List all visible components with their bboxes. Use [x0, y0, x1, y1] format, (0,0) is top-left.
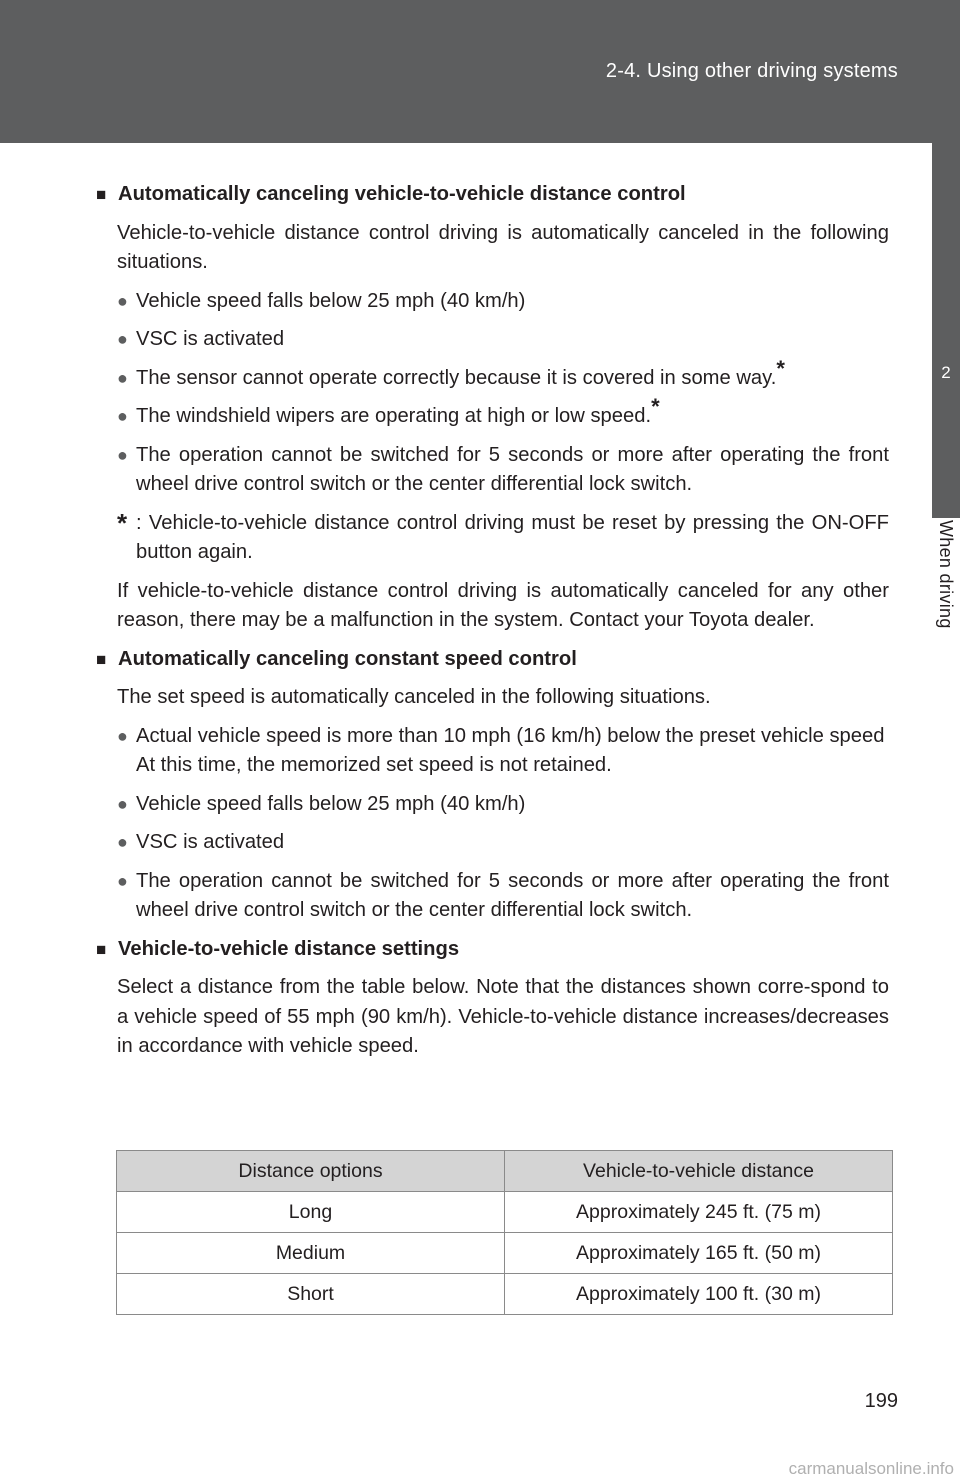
list-item-subtext: At this time, the memorized set speed is not retained. — [136, 754, 612, 776]
section-title: 2-4. Using other driving systems — [605, 60, 898, 82]
paragraph: Select a distance from the table below. Note that the distances shown corre-spond to a vehicle speed of 55 mph (90 km/h). Vehicle-to-vehicle distance increases/decreases in accordance with vehicle speed. — [117, 976, 889, 1057]
paragraph: The set speed is automatically canceled in the following situations. — [117, 686, 711, 708]
table-cell: Approximately 245 ft. (75 m) — [505, 1192, 893, 1233]
list-item — [117, 355, 889, 394]
bullet-icon: ● — [117, 290, 128, 311]
footnote-marker: * — [776, 355, 785, 381]
footnote — [117, 509, 889, 568]
bullet-icon: ● — [117, 725, 128, 746]
table-row — [117, 1274, 893, 1315]
list-item-text: VSC is activated — [136, 831, 285, 853]
list-item-text: VSC is activated — [136, 328, 285, 350]
footnote-marker: * — [651, 394, 660, 419]
table-cell: Approximately 100 ft. (30 m) — [505, 1274, 893, 1315]
list-item — [117, 325, 889, 355]
page-number: 199 — [864, 1390, 898, 1412]
column-header: Vehicle-to-vehicle distance — [505, 1151, 893, 1192]
bullet-icon: ● — [117, 793, 128, 814]
list-item-text: Actual vehicle speed is more than 10 mph (16 km/h) below the preset vehicle speed — [136, 724, 885, 747]
heading-text: Automatically canceling vehicle-to-vehicle distance control — [118, 183, 686, 205]
list-item — [117, 867, 889, 926]
section-heading — [96, 935, 889, 965]
section-heading — [96, 645, 889, 675]
table-header-row — [117, 1151, 893, 1192]
table-row — [117, 1233, 893, 1274]
list-item-text: The windshield wipers are operating at high or low speed. — [136, 405, 652, 427]
list-item — [136, 722, 889, 781]
paragraph: Vehicle-to-vehicle distance control driving is automatically canceled in the following situations. — [117, 221, 889, 273]
table-cell: Long — [117, 1192, 505, 1233]
list-item — [136, 355, 889, 394]
chapter-tab — [932, 143, 960, 518]
list-item — [136, 394, 889, 432]
bullet-icon: ● — [117, 832, 128, 852]
paragraph: If vehicle-to-vehicle distance control driving is automatically canceled for any other reason, there may be a malfunction in the system. Contact your Toyota dealer. — [117, 579, 889, 631]
bullet-icon: ● — [117, 329, 128, 349]
list-item-text: Vehicle speed falls below 25 mph (40 km/h) — [136, 792, 526, 815]
square-bullet-icon: ■ — [96, 939, 107, 959]
chapter-number: 2 — [941, 363, 951, 382]
heading-text: Automatically canceling constant speed control — [118, 647, 577, 670]
list-item — [117, 828, 889, 858]
page-header — [0, 0, 960, 143]
square-bullet-icon: ■ — [96, 649, 107, 669]
chapter-label: When driving — [936, 520, 956, 629]
distance-table — [116, 1150, 893, 1315]
list-item-text: Vehicle speed falls below 25 mph (40 km/h) — [136, 289, 526, 312]
bullet-icon: ● — [117, 870, 128, 891]
table-cell: Approximately 165 ft. (50 m) — [505, 1233, 893, 1274]
table-row — [117, 1192, 893, 1233]
list-item-text: The operation cannot be switched for 5 seconds or more after operating the front wheel drive control switch or the center differential lock switch. — [136, 443, 889, 495]
column-header: Distance options — [117, 1151, 505, 1192]
list-item — [117, 790, 889, 820]
list-item — [117, 722, 889, 781]
list-item — [117, 394, 889, 432]
page-content — [96, 180, 889, 1071]
table-cell: Short — [117, 1274, 505, 1315]
list-item — [117, 287, 889, 317]
list-item — [117, 441, 889, 500]
list-item-text: The sensor cannot operate correctly because it is covered in some way. — [136, 366, 777, 389]
bullet-icon: ● — [117, 444, 128, 465]
watermark: carmanualsonline.info — [788, 1459, 954, 1478]
section-heading — [96, 180, 889, 210]
list-item-text: The operation cannot be switched for 5 seconds or more after operating the front wheel drive control switch or the center differential lock switch. — [136, 869, 889, 921]
table-cell: Medium — [117, 1233, 505, 1274]
square-bullet-icon: ■ — [96, 185, 107, 204]
heading-text: Vehicle-to-vehicle distance settings — [118, 937, 460, 960]
bullet-icon: ● — [117, 367, 128, 388]
bullet-icon: ● — [117, 406, 128, 426]
footnote-text: : Vehicle-to-vehicle distance control driving must be reset by pressing the ON-OFF button again. — [136, 511, 889, 563]
footnote-asterisk: * — [117, 507, 128, 538]
